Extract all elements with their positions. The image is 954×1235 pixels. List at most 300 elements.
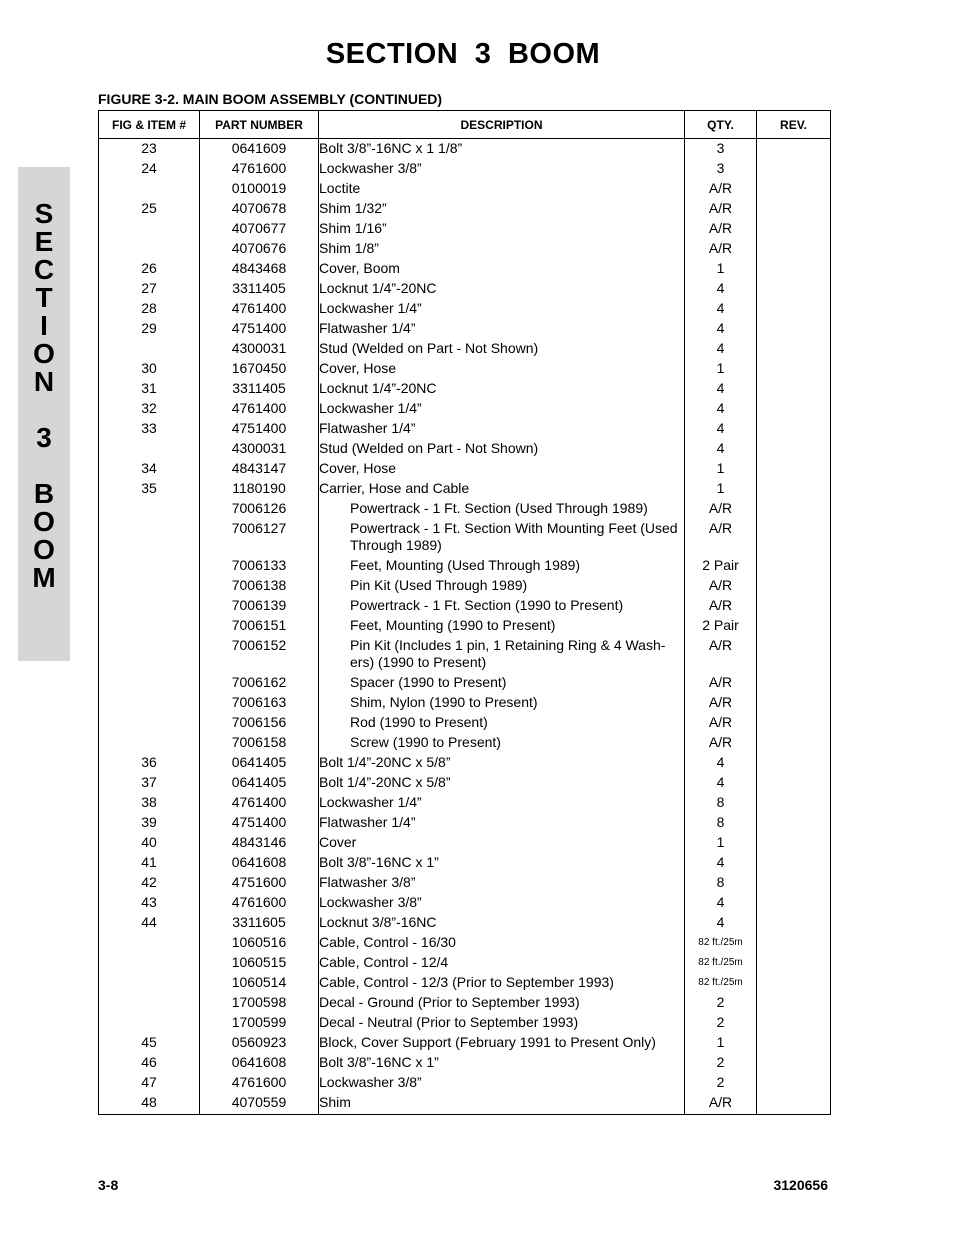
part-number-cell: 4761600 [200, 893, 319, 913]
part-number-cell: 7006138 [200, 576, 319, 596]
qty-cell: 4 [685, 419, 757, 439]
rev-cell [757, 279, 831, 299]
table-row [99, 459, 831, 479]
table-row [99, 813, 831, 833]
description-cell: Stud (Welded on Part - Not Shown) [319, 439, 685, 459]
fig-item-cell [99, 1013, 200, 1033]
fig-item-cell [99, 239, 200, 259]
fig-item-cell: 40 [99, 833, 200, 853]
part-number-cell: 4751400 [200, 419, 319, 439]
part-number-cell: 1670450 [200, 359, 319, 379]
description-cell: Decal - Ground (Prior to September 1993) [319, 993, 685, 1013]
part-number-cell: 1180190 [200, 479, 319, 499]
qty-cell: A/R [685, 219, 757, 239]
part-number-cell: 0641608 [200, 1053, 319, 1073]
description-cell: Pin Kit (Used Through 1989) [319, 576, 685, 596]
rev-cell [757, 519, 831, 556]
description-cell: Flatwasher 1/4” [319, 419, 685, 439]
side-tab-char: E [34, 226, 54, 257]
description-cell: Rod (1990 to Present) [319, 713, 685, 733]
part-number-cell: 4070678 [200, 199, 319, 219]
description-cell: Cable, Control - 12/3 (Prior to September 1993) [319, 973, 685, 993]
fig-item-cell: 30 [99, 359, 200, 379]
description-cell: Lockwasher 1/4” [319, 299, 685, 319]
table-row [99, 636, 831, 673]
fig-item-cell [99, 556, 200, 576]
table-row [99, 479, 831, 499]
description-cell: Screw (1990 to Present) [319, 733, 685, 753]
fig-item-cell: 33 [99, 419, 200, 439]
qty-cell: 1 [685, 259, 757, 279]
table-row [99, 239, 831, 259]
fig-item-cell: 24 [99, 159, 200, 179]
description-cell: Shim 1/8” [319, 239, 685, 259]
qty-cell: A/R [685, 199, 757, 219]
fig-item-cell: 35 [99, 479, 200, 499]
qty-cell: 3 [685, 139, 757, 160]
table-row [99, 616, 831, 636]
side-tab-char: 3 [36, 422, 52, 453]
qty-cell: A/R [685, 576, 757, 596]
description-cell: Block, Cover Support (February 1991 to Present Only) [319, 1033, 685, 1053]
description-cell: Cable, Control - 12/4 [319, 953, 685, 973]
rev-cell [757, 993, 831, 1013]
rev-cell [757, 813, 831, 833]
header-part-number: PART NUMBER [200, 111, 319, 139]
rev-cell [757, 479, 831, 499]
rev-cell [757, 596, 831, 616]
qty-cell: 2 [685, 1013, 757, 1033]
side-tab-char: M [32, 562, 56, 593]
qty-cell: A/R [685, 239, 757, 259]
qty-cell: 4 [685, 339, 757, 359]
fig-item-cell: 23 [99, 139, 200, 160]
side-tab-char: C [33, 254, 55, 285]
description-cell: Bolt 1/4”-20NC x 5/8” [319, 773, 685, 793]
fig-item-cell [99, 973, 200, 993]
qty-cell: 2 [685, 1053, 757, 1073]
part-number-cell: 3311605 [200, 913, 319, 933]
qty-cell: 4 [685, 399, 757, 419]
table-row [99, 933, 831, 953]
side-tab-char: S [34, 198, 54, 229]
qty-cell: 2 [685, 1073, 757, 1093]
table-row [99, 219, 831, 239]
rev-cell [757, 953, 831, 973]
fig-item-cell [99, 953, 200, 973]
qty-cell: 2 Pair [685, 616, 757, 636]
part-number-cell: 4843146 [200, 833, 319, 853]
table-row [99, 1013, 831, 1033]
description-cell: Bolt 3/8”-16NC x 1” [319, 1053, 685, 1073]
table-row [99, 913, 831, 933]
qty-cell: 3 [685, 159, 757, 179]
description-cell: Spacer (1990 to Present) [319, 673, 685, 693]
fig-item-cell: 26 [99, 259, 200, 279]
table-row [99, 833, 831, 853]
fig-item-cell: 47 [99, 1073, 200, 1093]
qty-cell: A/R [685, 636, 757, 673]
qty-cell: 8 [685, 873, 757, 893]
fig-item-cell [99, 636, 200, 673]
fig-item-cell: 48 [99, 1093, 200, 1115]
description-cell: Bolt 3/8”-16NC x 1” [319, 853, 685, 873]
table-row [99, 733, 831, 753]
fig-item-cell [99, 933, 200, 953]
part-number-cell: 0641609 [200, 139, 319, 160]
fig-item-cell [99, 596, 200, 616]
qty-cell: 2 [685, 993, 757, 1013]
part-number-cell: 7006151 [200, 616, 319, 636]
rev-cell [757, 773, 831, 793]
header-qty: QTY. [685, 111, 757, 139]
description-cell: Cover, Boom [319, 259, 685, 279]
table-row [99, 993, 831, 1013]
fig-item-cell [99, 519, 200, 556]
qty-cell: 1 [685, 833, 757, 853]
fig-item-cell: 39 [99, 813, 200, 833]
description-cell: Stud (Welded on Part - Not Shown) [319, 339, 685, 359]
part-number-cell: 7006163 [200, 693, 319, 713]
fig-item-cell: 43 [99, 893, 200, 913]
qty-cell: 8 [685, 813, 757, 833]
part-number-cell: 1060515 [200, 953, 319, 973]
rev-cell [757, 693, 831, 713]
rev-cell [757, 1033, 831, 1053]
table-header-row [99, 111, 831, 139]
table-row [99, 576, 831, 596]
table-row [99, 139, 831, 160]
fig-item-cell [99, 439, 200, 459]
part-number-cell: 1060516 [200, 933, 319, 953]
part-number-cell: 4751600 [200, 873, 319, 893]
description-cell: Loctite [319, 179, 685, 199]
part-number-cell: 4761600 [200, 1073, 319, 1093]
table-row [99, 873, 831, 893]
part-number-cell: 3311405 [200, 379, 319, 399]
fig-item-cell: 31 [99, 379, 200, 399]
fig-item-cell [99, 993, 200, 1013]
qty-cell: 1 [685, 359, 757, 379]
part-number-cell: 0641405 [200, 773, 319, 793]
table-row [99, 596, 831, 616]
table-row [99, 753, 831, 773]
table-row [99, 259, 831, 279]
part-number-cell: 4761400 [200, 399, 319, 419]
qty-cell: 8 [685, 793, 757, 813]
description-cell: Carrier, Hose and Cable [319, 479, 685, 499]
part-number-cell: 7006162 [200, 673, 319, 693]
description-cell: Shim, Nylon (1990 to Present) [319, 693, 685, 713]
part-number-cell: 4751400 [200, 319, 319, 339]
description-cell: Decal - Neutral (Prior to September 1993) [319, 1013, 685, 1033]
part-number-cell: 0641405 [200, 753, 319, 773]
part-number-cell: 7006152 [200, 636, 319, 673]
rev-cell [757, 733, 831, 753]
description-cell: Powertrack - 1 Ft. Section (Used Through 1989) [319, 499, 685, 519]
table-row [99, 853, 831, 873]
table-row [99, 199, 831, 219]
description-cell: Lockwasher 3/8” [319, 893, 685, 913]
fig-item-cell: 37 [99, 773, 200, 793]
side-tab-char: B [33, 478, 55, 509]
description-cell: Feet, Mounting (1990 to Present) [319, 616, 685, 636]
description-cell: Flatwasher 3/8” [319, 873, 685, 893]
part-number-cell: 4761400 [200, 793, 319, 813]
fig-item-cell [99, 673, 200, 693]
part-number-cell: 0641608 [200, 853, 319, 873]
figure-title: FIGURE 3-2. MAIN BOOM ASSEMBLY (CONTINUED) [98, 91, 443, 107]
description-cell: Bolt 3/8”-16NC x 1 1/8” [319, 139, 685, 160]
rev-cell [757, 753, 831, 773]
part-number-cell: 4761600 [200, 159, 319, 179]
side-tab-char: N [33, 366, 55, 397]
qty-cell: 4 [685, 853, 757, 873]
description-cell: Locknut 1/4”-20NC [319, 279, 685, 299]
rev-cell [757, 1053, 831, 1073]
side-tab-char: O [33, 338, 55, 369]
rev-cell [757, 419, 831, 439]
table-row [99, 519, 831, 556]
rev-cell [757, 793, 831, 813]
table-row [99, 499, 831, 519]
document-number: 3120656 [773, 1177, 828, 1193]
description-cell: Cover [319, 833, 685, 853]
table-row [99, 1073, 831, 1093]
rev-cell [757, 913, 831, 933]
qty-cell: A/R [685, 713, 757, 733]
table-row [99, 319, 831, 339]
qty-cell: A/R [685, 596, 757, 616]
qty-cell: A/R [685, 499, 757, 519]
fig-item-cell [99, 576, 200, 596]
qty-cell: 1 [685, 1033, 757, 1053]
qty-cell: 4 [685, 319, 757, 339]
rev-cell [757, 556, 831, 576]
page-number: 3-8 [98, 1177, 119, 1193]
qty-cell: 4 [685, 299, 757, 319]
parts-table-body [99, 139, 831, 1115]
table-row [99, 159, 831, 179]
rev-cell [757, 933, 831, 953]
part-number-cell: 4070559 [200, 1093, 319, 1115]
qty-cell: A/R [685, 693, 757, 713]
rev-cell [757, 319, 831, 339]
qty-cell: 4 [685, 379, 757, 399]
fig-item-cell: 32 [99, 399, 200, 419]
description-cell: Feet, Mounting (Used Through 1989) [319, 556, 685, 576]
qty-cell: 4 [685, 439, 757, 459]
qty-cell: A/R [685, 733, 757, 753]
description-cell: Locknut 1/4”-20NC [319, 379, 685, 399]
table-row [99, 1053, 831, 1073]
part-number-cell: 7006158 [200, 733, 319, 753]
fig-item-cell [99, 733, 200, 753]
part-number-cell: 0560923 [200, 1033, 319, 1053]
fig-item-cell [99, 713, 200, 733]
part-number-cell: 7006156 [200, 713, 319, 733]
qty-cell: 4 [685, 773, 757, 793]
fig-item-cell: 44 [99, 913, 200, 933]
table-row [99, 399, 831, 419]
page-title: SECTION 3 BOOM [325, 38, 601, 70]
side-tab-char: I [40, 310, 48, 341]
description-cell: Lockwasher 3/8” [319, 1073, 685, 1093]
description-cell: Cable, Control - 16/30 [319, 933, 685, 953]
description-cell: Cover, Hose [319, 459, 685, 479]
description-cell: Powertrack - 1 Ft. Section With Mounting Feet (Used Through 1989) [319, 519, 685, 556]
part-number-cell: 4843147 [200, 459, 319, 479]
fig-item-cell [99, 179, 200, 199]
table-row [99, 673, 831, 693]
fig-item-cell: 34 [99, 459, 200, 479]
description-cell: Shim [319, 1093, 685, 1115]
fig-item-cell [99, 339, 200, 359]
fig-item-cell [99, 616, 200, 636]
table-row [99, 339, 831, 359]
part-number-cell: 4070676 [200, 239, 319, 259]
rev-cell [757, 399, 831, 419]
rev-cell [757, 379, 831, 399]
fig-item-cell: 25 [99, 199, 200, 219]
rev-cell [757, 199, 831, 219]
qty-cell: 2 Pair [685, 556, 757, 576]
part-number-cell: 7006127 [200, 519, 319, 556]
rev-cell [757, 616, 831, 636]
table-row [99, 793, 831, 813]
rev-cell [757, 893, 831, 913]
rev-cell [757, 359, 831, 379]
header-rev: REV. [757, 111, 831, 139]
part-number-cell: 7006133 [200, 556, 319, 576]
rev-cell [757, 299, 831, 319]
part-number-cell: 1700599 [200, 1013, 319, 1033]
qty-cell: 1 [685, 459, 757, 479]
qty-cell: 4 [685, 913, 757, 933]
table-row [99, 556, 831, 576]
fig-item-cell: 45 [99, 1033, 200, 1053]
rev-cell [757, 459, 831, 479]
qty-cell: A/R [685, 179, 757, 199]
table-row [99, 419, 831, 439]
fig-item-cell: 36 [99, 753, 200, 773]
qty-cell: 82 ft./25m [685, 973, 757, 993]
description-cell: Shim 1/32” [319, 199, 685, 219]
part-number-cell: 1060514 [200, 973, 319, 993]
rev-cell [757, 636, 831, 673]
part-number-cell: 4300031 [200, 339, 319, 359]
fig-item-cell: 38 [99, 793, 200, 813]
part-number-cell: 7006126 [200, 499, 319, 519]
table-row [99, 953, 831, 973]
rev-cell [757, 139, 831, 160]
description-cell: Locknut 3/8”-16NC [319, 913, 685, 933]
rev-cell [757, 159, 831, 179]
table-row [99, 179, 831, 199]
table-row [99, 773, 831, 793]
description-cell: Pin Kit (Includes 1 pin, 1 Retaining Ring & 4 Wash-ers) (1990 to Present) [319, 636, 685, 673]
description-cell: Lockwasher 3/8” [319, 159, 685, 179]
description-cell: Bolt 1/4”-20NC x 5/8” [319, 753, 685, 773]
fig-item-cell: 46 [99, 1053, 200, 1073]
part-number-cell: 7006139 [200, 596, 319, 616]
fig-item-cell: 28 [99, 299, 200, 319]
rev-cell [757, 499, 831, 519]
fig-item-cell: 29 [99, 319, 200, 339]
rev-cell [757, 833, 831, 853]
qty-cell: A/R [685, 519, 757, 556]
description-cell: Lockwasher 1/4” [319, 399, 685, 419]
table-row [99, 973, 831, 993]
fig-item-cell [99, 499, 200, 519]
part-number-cell: 4751400 [200, 813, 319, 833]
rev-cell [757, 973, 831, 993]
table-row [99, 439, 831, 459]
side-tab-char: O [33, 534, 55, 565]
part-number-cell: 4300031 [200, 439, 319, 459]
fig-item-cell: 41 [99, 853, 200, 873]
description-cell: Shim 1/16” [319, 219, 685, 239]
part-number-cell: 4761400 [200, 299, 319, 319]
rev-cell [757, 873, 831, 893]
rev-cell [757, 576, 831, 596]
table-row [99, 379, 831, 399]
rev-cell [757, 713, 831, 733]
qty-cell: 1 [685, 479, 757, 499]
rev-cell [757, 673, 831, 693]
rev-cell [757, 259, 831, 279]
table-row [99, 279, 831, 299]
table-row [99, 893, 831, 913]
part-number-cell: 1700598 [200, 993, 319, 1013]
description-cell: Flatwasher 1/4” [319, 319, 685, 339]
part-number-cell: 0100019 [200, 179, 319, 199]
description-cell: Powertrack - 1 Ft. Section (1990 to Present) [319, 596, 685, 616]
side-tab-char: O [33, 506, 55, 537]
qty-cell: 4 [685, 753, 757, 773]
rev-cell [757, 1013, 831, 1033]
header-description: DESCRIPTION [319, 111, 685, 139]
part-number-cell: 4070677 [200, 219, 319, 239]
rev-cell [757, 1073, 831, 1093]
fig-item-cell [99, 693, 200, 713]
description-cell: Lockwasher 1/4” [319, 793, 685, 813]
header-fig-item: FIG & ITEM # [99, 111, 200, 139]
description-cell: Cover, Hose [319, 359, 685, 379]
table-row [99, 359, 831, 379]
qty-cell: 4 [685, 279, 757, 299]
qty-cell: 82 ft./25m [685, 933, 757, 953]
part-number-cell: 4843468 [200, 259, 319, 279]
qty-cell: 82 ft./25m [685, 953, 757, 973]
qty-cell: A/R [685, 1093, 757, 1115]
table-row [99, 299, 831, 319]
rev-cell [757, 219, 831, 239]
table-row [99, 1033, 831, 1053]
rev-cell [757, 239, 831, 259]
parts-table [98, 110, 831, 1115]
rev-cell [757, 1093, 831, 1115]
qty-cell: A/R [685, 673, 757, 693]
rev-cell [757, 439, 831, 459]
section-side-tab [18, 167, 70, 661]
table-row [99, 713, 831, 733]
rev-cell [757, 853, 831, 873]
part-number-cell: 3311405 [200, 279, 319, 299]
rev-cell [757, 179, 831, 199]
table-row [99, 693, 831, 713]
fig-item-cell: 27 [99, 279, 200, 299]
